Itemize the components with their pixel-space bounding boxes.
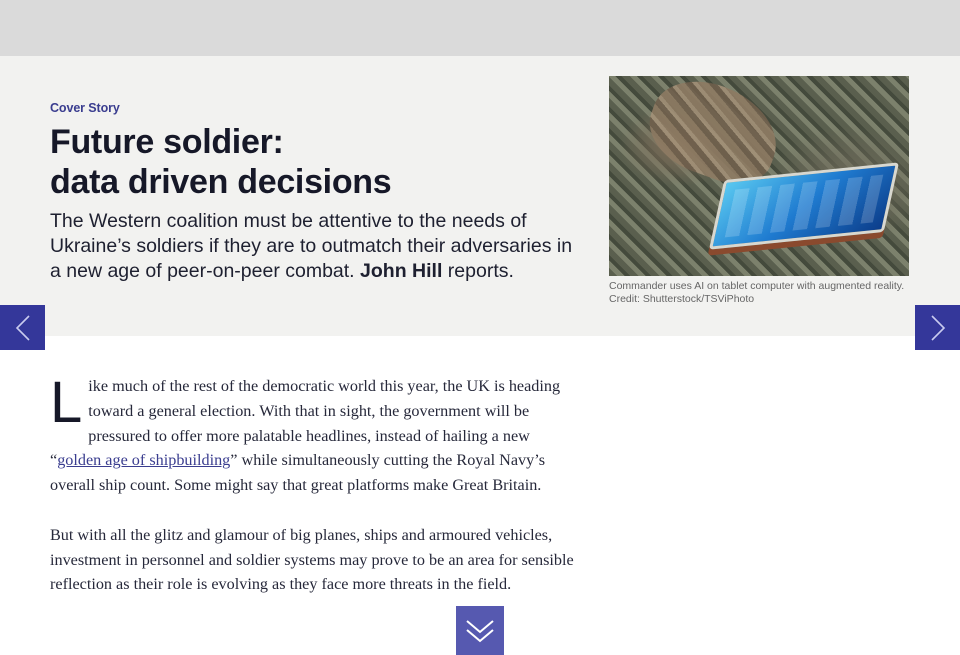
section-kicker[interactable]: Cover Story	[50, 101, 120, 115]
next-article-button[interactable]	[915, 305, 960, 350]
article-hero	[0, 56, 960, 336]
paragraph-2: But with all the glitz and glamour of big planes, ships and armoured vehicles, investment in personnel and soldier systems may prove to be an area for sensible reflection as their role is evolving as they face more threats in the field.	[50, 525, 574, 594]
paragraph-1-text-a: ike much of the rest of the democratic world this year, the UK is heading toward a general election. With that in sight, the government will be pressured to offer more palatable headlines, instead of hailing a new “	[50, 377, 561, 470]
image-caption: Commander uses AI on tablet computer with augmented reality. Credit: Shutterstock/TSViPhoto	[609, 280, 905, 305]
drop-cap: L	[50, 370, 83, 435]
standfirst-tail: reports.	[442, 260, 514, 282]
article-standfirst	[50, 209, 580, 284]
article-title	[50, 122, 570, 202]
double-chevron-down-icon	[465, 618, 495, 644]
paragraph-1-text-b: ” while simultaneously cutting the Royal Navy’s overall ship count. Some might say that great platforms make Great Britain.	[50, 451, 545, 495]
author-name: John Hill	[360, 260, 443, 282]
top-ad-banner	[0, 0, 960, 56]
title-line-1: Future soldier:	[50, 123, 284, 161]
paragraph-1	[50, 370, 575, 498]
standfirst-text: The Western coalition must be attentive to the needs of Ukraine’s soldiers if they are to outmatch their adversaries in a new age of peer-on-peer combat.	[50, 210, 573, 282]
chevron-right-icon	[930, 314, 946, 342]
hero-figure	[609, 76, 909, 306]
article-body	[50, 370, 575, 622]
hero-image	[609, 76, 909, 276]
scroll-down-button[interactable]	[456, 606, 504, 655]
chevron-left-icon	[15, 314, 31, 342]
shipbuilding-link[interactable]: golden age of shipbuilding	[57, 451, 231, 470]
title-line-2: data driven decisions	[50, 163, 392, 201]
previous-article-button[interactable]	[0, 305, 45, 350]
